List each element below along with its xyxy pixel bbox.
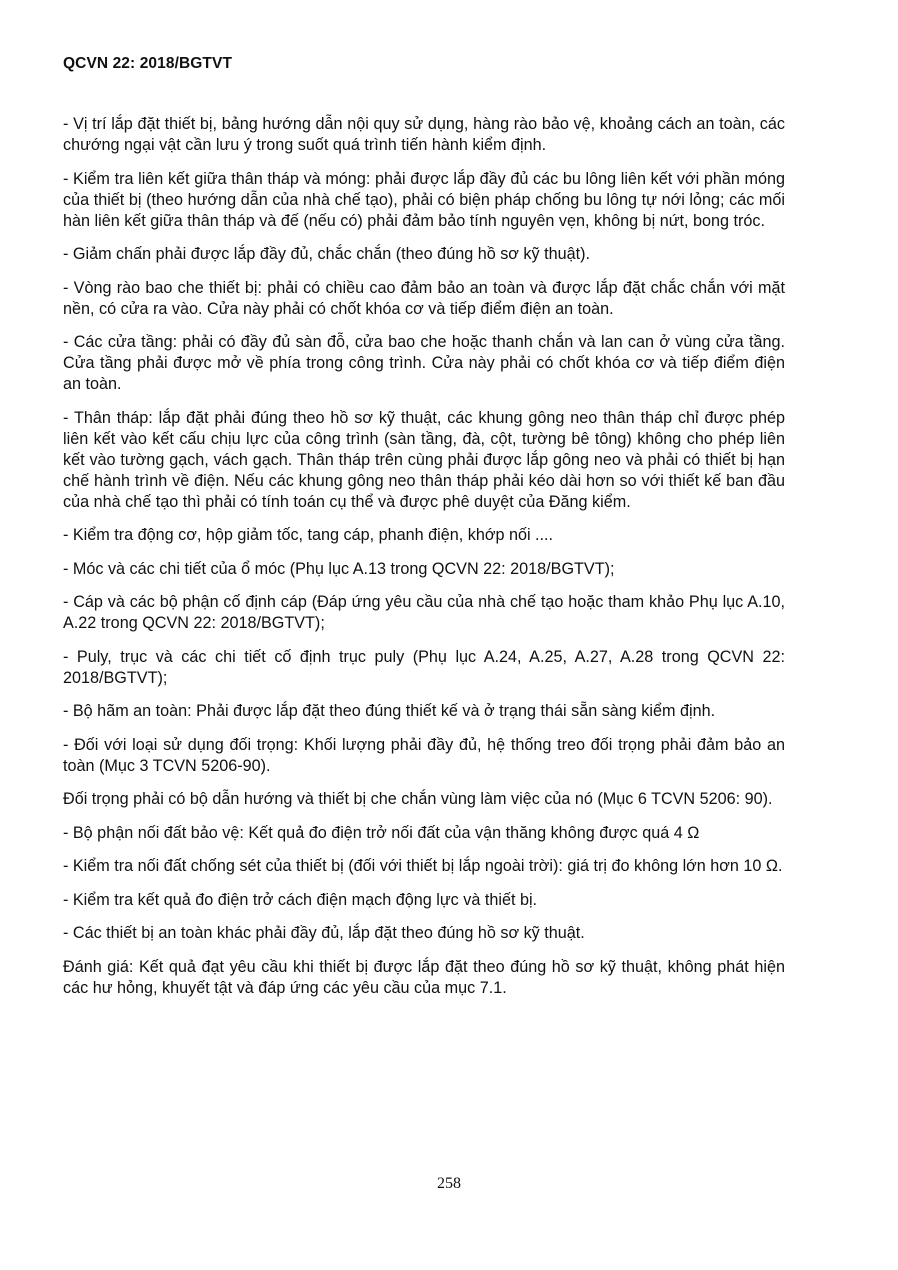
paragraph-enclosure-fence: - Vòng rào bao che thiết bị: phải có chiều cao đảm bảo an toàn và được lắp đặt chắc chắn với mặt nền, có cửa ra vào. Cửa này phải có chốt khóa cơ và tiếp điểm điện an toàn. [63,278,785,318]
paragraph-counterweight-guide: Đối trọng phải có bộ dẫn hướng và thiết bị che chắn vùng làm việc của nó (Mục 6 TCVN 5206: 90). [63,790,773,808]
paragraph-cable-fixing: - Cáp và các bộ phận cố định cáp (Đáp ứng yêu cầu của nhà chế tạo hoặc tham khảo Phụ lục A.10, A.22 trong QCVN 22: 2018/BGTVT); [63,593,785,632]
paragraph-hook-details: - Móc và các chi tiết của ổ móc (Phụ lục A.13 trong QCVN 22: 2018/BGTVT); [63,559,615,578]
paragraph-shock-absorber: - Giảm chấn phải được lắp đầy đủ, chắc chắn (theo đúng hồ sơ kỹ thuật). [63,245,590,263]
page-number: 258 [437,1175,461,1192]
paragraph-motor-check: - Kiểm tra động cơ, hộp giảm tốc, tang cáp, phanh điện, khớp nối .... [63,526,554,544]
paragraph-assessment: Đánh giá: Kết quả đạt yêu cầu khi thiết bị được lắp đặt theo đúng hồ sơ kỹ thuật, không phát hiện các hư hỏng, khuyết tật và đáp ứng các yêu cầu của mục 7.1. [63,957,785,997]
paragraph-protective-earthing: - Bộ phận nối đất bảo vệ: Kết quả đo điện trở nối đất của vận thăng không được quá 4 Ω [63,823,700,842]
paragraph-floor-doors: - Các cửa tầng: phải có đầy đủ sàn đỗ, cửa bao che hoặc thanh chắn và lan can ở vùng cửa tầng. Cửa tầng phải được mở về phía trong công trình. Cửa này phải có chốt khóa cơ và tiếp điểm điện an toàn. [63,333,785,393]
paragraph-tower-foundation-check: - Kiểm tra liên kết giữa thân tháp và móng: phải được lắp đầy đủ các bu lông liên kết với phần móng của thiết bị (theo hướng dẫn của nhà chế tạo), phải có biện pháp chống bu lông tự nới lỏng; các mối hàn liên kết giữa thân tháp và đế (nếu có) phải đảm bảo tính nguyên vẹn, không bị nứt, bong tróc. [63,169,785,230]
paragraph-other-safety-devices: - Các thiết bị an toàn khác phải đầy đủ, lắp đặt theo đúng hồ sơ kỹ thuật. [63,924,585,942]
paragraph-installation-position: - Vị trí lắp đặt thiết bị, bảng hướng dẫn nội quy sử dụng, hàng rào bảo vệ, khoảng cách an toàn, các chướng ngại vật cần lưu ý trong suốt quá trình tiến hành kiểm định. [63,115,785,154]
document-body [63,114,785,1011]
document-header-code: QCVN 22: 2018/BGTVT [63,55,233,72]
paragraph-tower-body: - Thân tháp: lắp đặt phải đúng theo hồ sơ kỹ thuật, các khung gông neo thân tháp chỉ được phép liên kết vào kết cấu chịu lực của công trình (sàn tầng, đà, cột, tường bê tông) không cho phép liên kết vào tường gạch, vách gạch. Thân tháp trên cùng phải được lắp gông neo và phải có thiết bị hạn chế hành trình về điện. Nếu các khung gông neo thân tháp phải kéo dài hơn so với thiết kế ban đầu của nhà chế tạo thì phải có tính toán cụ thể và được phê duyệt của Đăng kiểm. [63,408,785,511]
paragraph-lightning-earthing: - Kiểm tra nối đất chống sét của thiết bị (đối với thiết bị lắp ngoài trời): giá trị đo không lớn hơn 10 Ω. [63,857,783,875]
paragraph-safety-brake: - Bộ hãm an toàn: Phải được lắp đặt theo đúng thiết kế và ở trạng thái sẵn sàng kiểm định. [63,702,716,720]
paragraph-pulley-shaft: - Puly, trục và các chi tiết cố định trục puly (Phụ lục A.24, A.25, A.27, A.28 trong QCVN 22: 2018/BGTVT); [63,647,785,687]
paragraph-insulation-resistance: - Kiểm tra kết quả đo điện trở cách điện mạch động lực và thiết bị. [63,890,538,909]
paragraph-counterweight: - Đối với loại sử dụng đối trọng: Khối lượng phải đầy đủ, hệ thống treo đối trọng phải đảm bảo an toàn (Mục 3 TCVN 5206-90). [63,735,785,775]
